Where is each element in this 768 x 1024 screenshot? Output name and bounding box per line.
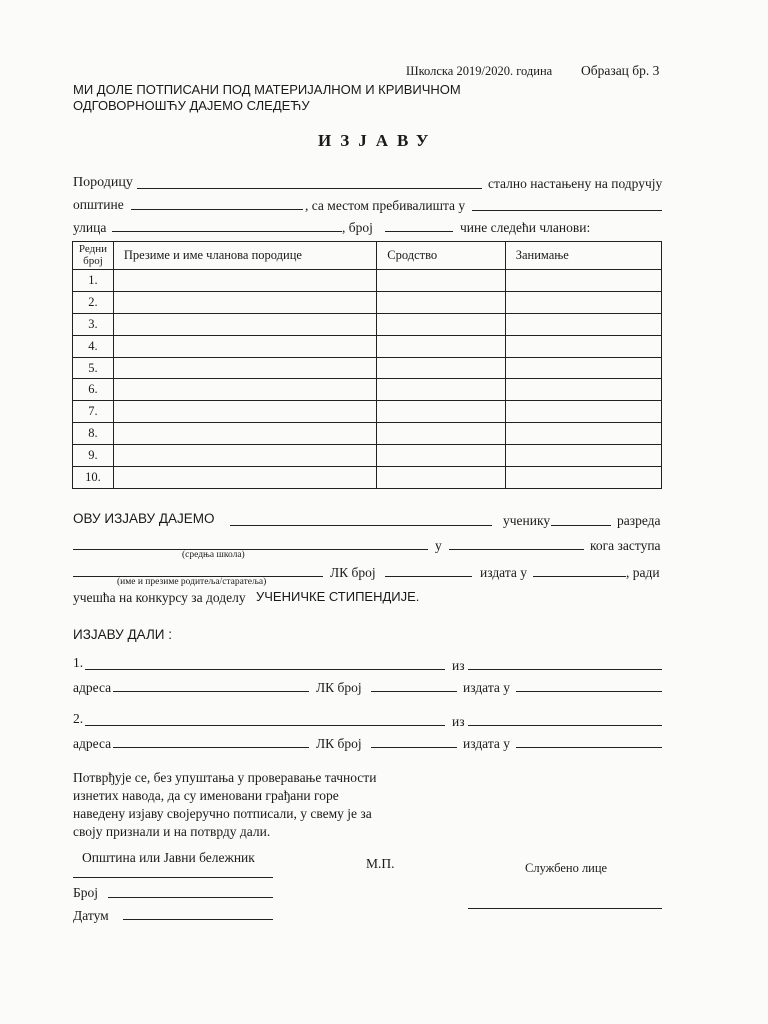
table-row [73, 357, 662, 379]
street-field[interactable] [112, 217, 342, 232]
row-number: 9. [73, 445, 114, 467]
municipality-field[interactable] [131, 195, 303, 210]
table-row [73, 270, 662, 292]
occupation-cell[interactable] [505, 291, 661, 313]
parent-id-field[interactable] [385, 562, 472, 577]
declarant-1-name-field[interactable] [85, 655, 445, 670]
row-number: 8. [73, 423, 114, 445]
street-label: улица [73, 220, 107, 235]
member-name-cell[interactable] [113, 401, 376, 423]
member-name-cell[interactable] [113, 270, 376, 292]
relation-cell[interactable] [377, 313, 505, 335]
row-number: 2. [73, 291, 114, 313]
col-header-relation [377, 242, 505, 270]
relation-cell[interactable] [377, 401, 505, 423]
house-number-field[interactable] [385, 217, 453, 232]
document-number-field[interactable] [108, 883, 273, 898]
table-row [73, 379, 662, 401]
residence-label: , са местом пребивалишта у [305, 198, 466, 213]
row-number: 1. [73, 270, 114, 292]
relation-cell[interactable] [377, 423, 505, 445]
residence-field[interactable] [472, 196, 662, 211]
competition-text: учешћа на конкурсу за доделу [73, 590, 246, 605]
row-number: 7. [73, 401, 114, 423]
student-name-field[interactable] [230, 511, 492, 526]
declarant-1-id-field[interactable] [371, 677, 457, 692]
declarant-1-issued-label: издата у [463, 680, 511, 695]
in-label: у [435, 538, 442, 553]
col-header-occupation [505, 242, 661, 270]
declarant-2-id-field[interactable] [371, 733, 457, 748]
student-label: ученику [503, 513, 551, 528]
occupation-cell[interactable] [505, 313, 661, 335]
scholarship-text: УЧЕНИЧКЕ СТИПЕНДИЈЕ. [256, 589, 420, 604]
declarant-1-id-label: ЛК број [316, 680, 362, 695]
declarant-2-name-field[interactable] [85, 711, 445, 726]
member-name-cell[interactable] [113, 467, 376, 489]
authority-signature-line[interactable] [73, 877, 273, 878]
date-label: Датум [73, 908, 109, 923]
declarant-2-address-field[interactable] [113, 733, 309, 748]
purpose-label: , ради [626, 565, 660, 580]
number-label: Број [73, 885, 99, 900]
col-header-number: Редни број [73, 242, 114, 270]
table-row [73, 467, 662, 489]
declarant-2-from-field[interactable] [468, 711, 662, 726]
col-header-occupation-label: Занимање [515, 248, 569, 262]
number-label: , број [342, 220, 373, 235]
row-number: 4. [73, 335, 114, 357]
declarant-1-from-field[interactable] [468, 655, 662, 670]
col-header-name [113, 242, 376, 270]
school-field[interactable] [73, 535, 428, 550]
represented-label: кога заступа [590, 538, 661, 553]
table-row [73, 401, 662, 423]
table-row [73, 291, 662, 313]
resident-label: стално настањену на подручју [488, 176, 663, 191]
declarants-heading: ИЗЈАВУ ДАЛИ : [73, 627, 173, 642]
member-name-cell[interactable] [113, 423, 376, 445]
declarant-2-number: 2. [73, 711, 84, 726]
member-name-cell[interactable] [113, 357, 376, 379]
family-label: Породицу [73, 175, 133, 190]
confirmation-line-4: своју признали и на потврду дали. [73, 824, 271, 839]
table-row [73, 335, 662, 357]
declarant-2-id-label: ЛК број [316, 736, 362, 751]
intro-line-1: МИ ДОЛЕ ПОТПИСАНИ ПОД МАТЕРИЈАЛНОМ И КРИВИЧНОМ [73, 82, 461, 97]
member-name-cell[interactable] [113, 445, 376, 467]
occupation-cell[interactable] [505, 401, 661, 423]
family-members-table [72, 241, 662, 489]
relation-cell[interactable] [377, 445, 505, 467]
occupation-cell[interactable] [505, 357, 661, 379]
col-header-name-label: Презиме и име чланова породице [123, 248, 302, 262]
authority-label: Општина или Јавни бележник [82, 850, 255, 865]
table-row [73, 445, 662, 467]
occupation-cell[interactable] [505, 379, 661, 401]
row-number: 5. [73, 357, 114, 379]
table-row [73, 313, 662, 335]
declarant-2-from-label: из [452, 714, 465, 729]
relation-cell[interactable] [377, 379, 505, 401]
row-number: 6. [73, 379, 114, 401]
date-field[interactable] [123, 905, 273, 920]
occupation-cell[interactable] [505, 445, 661, 467]
table-row [73, 423, 662, 445]
given-label: ОВУ ИЗЈАВУ ДАЈЕМО [73, 511, 215, 526]
school-year: Школска 2019/2020. година [406, 64, 553, 78]
relation-cell[interactable] [377, 467, 505, 489]
member-name-cell[interactable] [113, 313, 376, 335]
issued-label: издата у [480, 565, 528, 580]
declarant-2-issued-label: издата у [463, 736, 511, 751]
table-header-row [73, 242, 662, 270]
relation-cell[interactable] [377, 291, 505, 313]
municipality-label: општине [73, 197, 124, 212]
grade-label: разреда [617, 513, 661, 528]
declarant-1-from-label: из [452, 658, 465, 673]
relation-cell[interactable] [377, 357, 505, 379]
parent-name-field[interactable] [73, 562, 323, 577]
grade-field[interactable] [551, 511, 611, 526]
occupation-cell[interactable] [505, 423, 661, 445]
seal-label: М.П. [366, 856, 395, 871]
declarant-2-issued-field[interactable] [516, 733, 662, 748]
school-caption: (средња школа) [182, 550, 245, 560]
declarant-1-address-label: адреса [73, 680, 112, 695]
declarant-1-address-field[interactable] [113, 677, 309, 692]
official-label: Службено лице [525, 861, 608, 875]
parent-caption: (име и презиме родитеља/старатеља) [117, 577, 267, 587]
declarant-1-issued-field[interactable] [516, 677, 662, 692]
relation-cell[interactable] [377, 335, 505, 357]
official-signature-line[interactable] [468, 908, 662, 909]
family-name-field[interactable] [137, 174, 482, 189]
occupation-cell[interactable] [505, 270, 661, 292]
school-place-field[interactable] [449, 535, 584, 550]
id-label: ЛК број [330, 565, 376, 580]
document-title: ИЗЈАВУ [318, 131, 438, 150]
relation-cell[interactable] [377, 270, 505, 292]
member-name-cell[interactable] [113, 335, 376, 357]
confirmation-line-2: изнетих навода, да су именовани грађани горе [73, 788, 339, 803]
member-name-cell[interactable] [113, 379, 376, 401]
col-header-relation-label: Сродство [387, 248, 438, 262]
declarant-1-number: 1. [73, 655, 84, 670]
form-number: Образац бр. 3 [581, 63, 660, 78]
members-label: чине следећи чланови: [460, 220, 591, 235]
occupation-cell[interactable] [505, 335, 661, 357]
parent-id-issued-field[interactable] [533, 562, 626, 577]
declarant-2-address-label: адреса [73, 736, 112, 751]
intro-line-2: ОДГОВОРНОШЋУ ДАЈЕМО СЛЕДЕЋУ [73, 98, 310, 113]
confirmation-line-3: наведену изјаву својеручно потписали, у свему је за [73, 806, 372, 821]
member-name-cell[interactable] [113, 291, 376, 313]
row-number: 10. [73, 467, 114, 489]
row-number: 3. [73, 313, 114, 335]
confirmation-line-1: Потврђује се, без упуштања у проверавање тачности [73, 770, 377, 785]
occupation-cell[interactable] [505, 467, 661, 489]
